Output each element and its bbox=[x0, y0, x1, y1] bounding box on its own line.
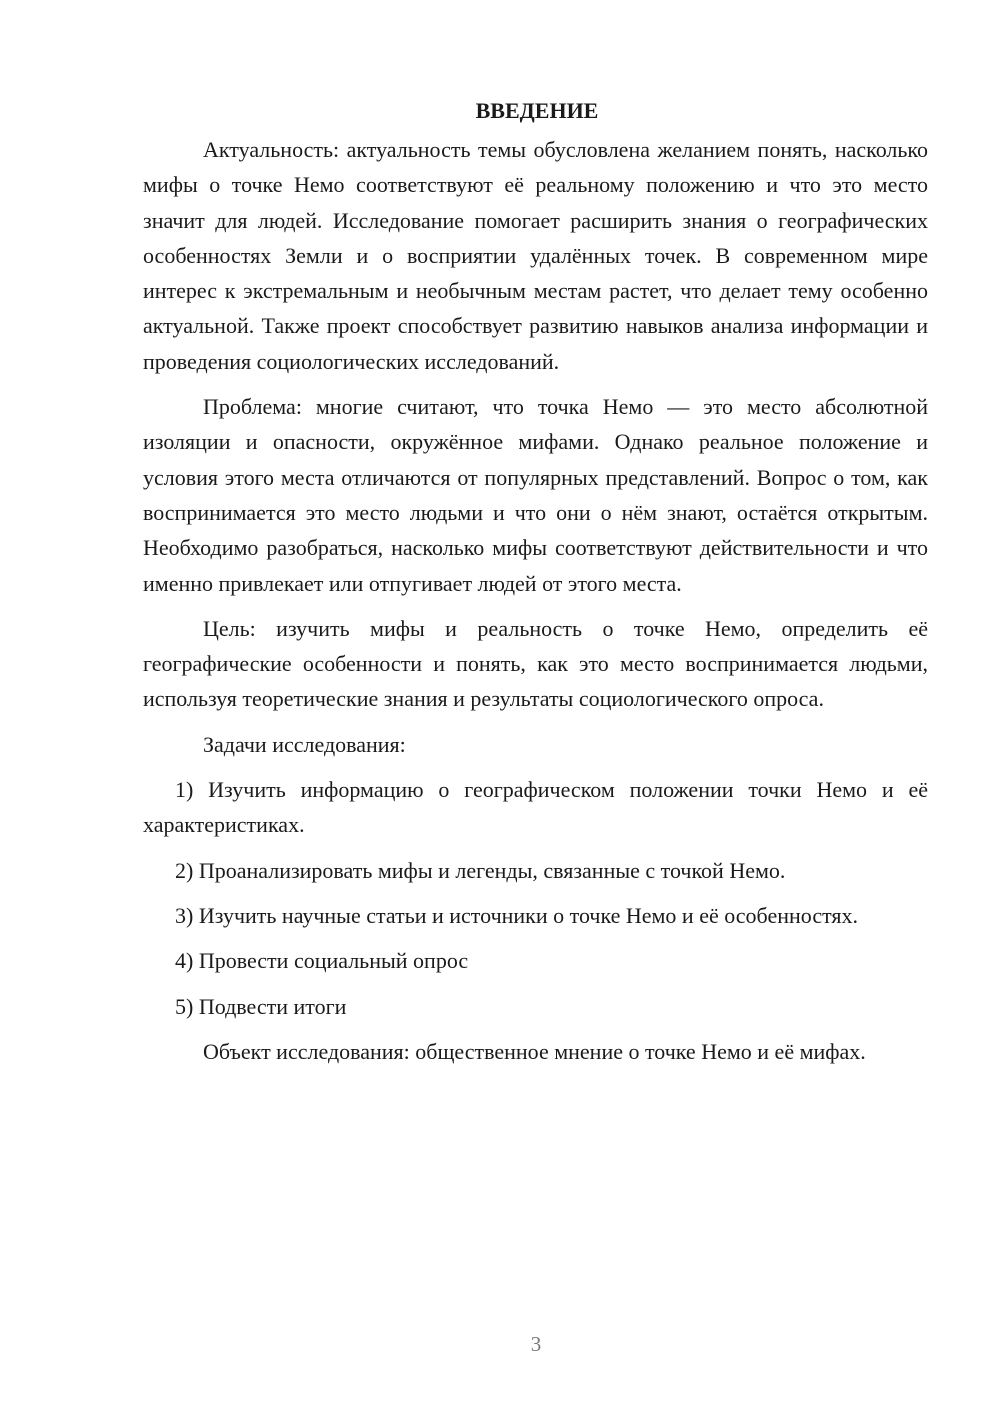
task-item-4: 4) Провести социальный опрос bbox=[175, 948, 469, 974]
section-heading: ВВЕДЕНИЕ bbox=[475, 98, 599, 123]
paragraph-object: Объект исследования: общественное мнение о точке Немо и её мифах. bbox=[203, 1038, 866, 1064]
task-item-1: 1) Изучить информацию о географическом положении точки Немо и её характеристиках. bbox=[143, 777, 928, 838]
task-item-2: 2) Проанализировать мифы и легенды, связанные с точкой Немо. bbox=[175, 857, 786, 883]
tasks-title: Задачи исследования: bbox=[203, 731, 406, 757]
paragraph-relevance: Актуальность: актуальность темы обусловлена желанием понять, насколько мифы о точке Немо соответствуют её реальному положению и что это место значит для людей. Исследование помогает расширить знания о географических особенностях Земли и о восприятии удалённых точек. В современном мире интерес к экстремальным и необычным местам растет, что делает тему особенно актуальной. Также проект способствует развитию навыков анализа информации и проведения социологических исследований. bbox=[143, 137, 928, 374]
paragraph-goal: Цель: изучить мифы и реальность о точке Немо, определить её географические особенности и понять, как это место воспринимается людьми, используя теоретические знания и результаты социологического опроса. bbox=[143, 615, 928, 712]
task-item-5: 5) Подвести итоги bbox=[175, 993, 347, 1019]
task-item-3: 3) Изучить научные статьи и источники о точке Немо и её особенностях. bbox=[175, 902, 859, 928]
document-page bbox=[143, 96, 928, 1079]
paragraph-problem: Проблема: многие считают, что точка Немо — это место абсолютной изоляции и опасности, окружённое мифами. Однако реальное положение и условия этого места отличаются от популярных представлений. Вопрос о том, как воспринимается это место людьми и что они о нём знают, остаётся открытым. Необходимо разобраться, насколько мифы соответствуют действительности и что именно привлекает или отпугивает людей от этого места. bbox=[143, 394, 928, 596]
page-number: 3 bbox=[530, 1332, 542, 1356]
